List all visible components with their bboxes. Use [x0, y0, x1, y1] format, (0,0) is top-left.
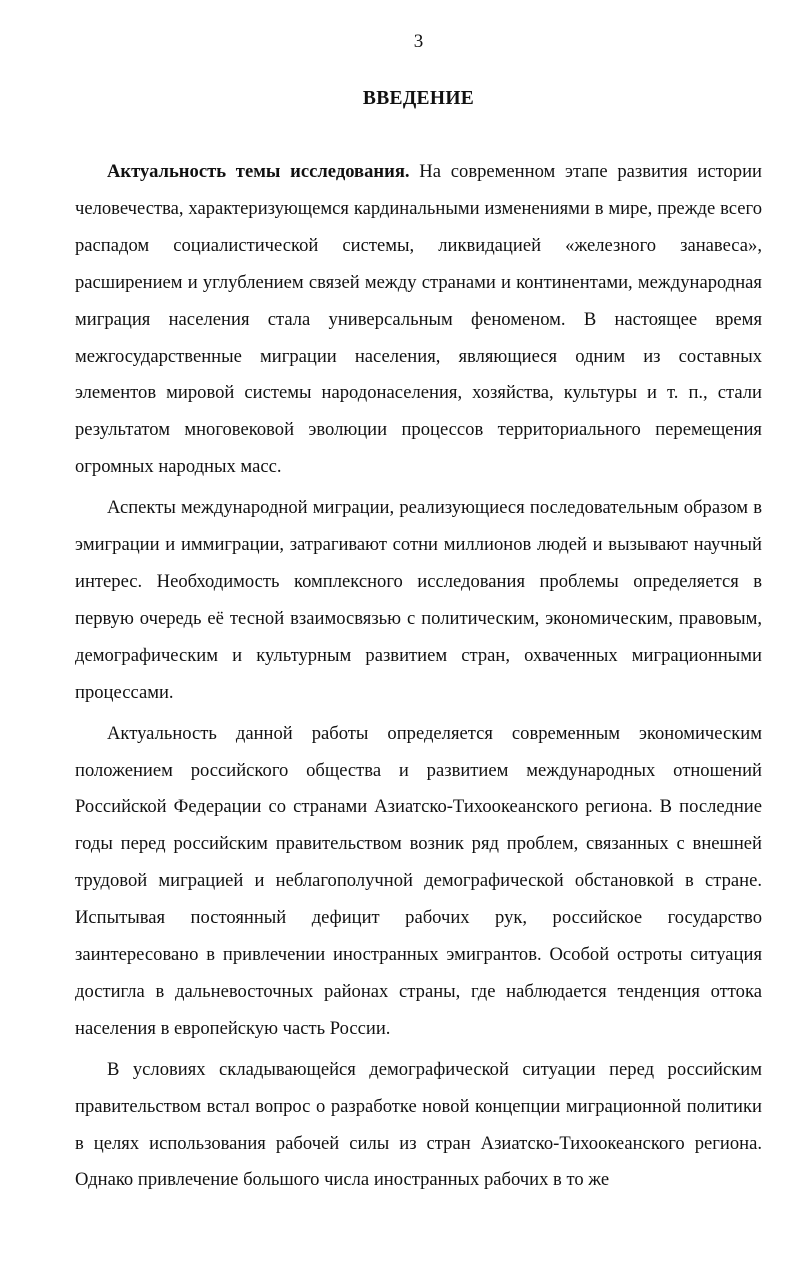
paragraph-relevance	[75, 154, 762, 486]
page-number: 3	[413, 31, 424, 52]
section-title: ВВЕДЕНИЕ	[362, 88, 475, 109]
document-body	[75, 154, 762, 1203]
paragraph-migration-aspects: Аспекты международной миграции, реализующиеся последовательным образом в эмиграции и иммиграции, затрагивают сотни миллионов людей и вызывают научный интерес. Необходимость комплексного исследования проблемы определяется в первую очередь её тесной взаимосвязью с политическим, экономическим, правовым, демографическим и культурным развитием стран, охваченных миграционными процессами.	[75, 497, 762, 703]
paragraph-work-relevance: Актуальность данной работы определяется современным экономическим положением российского общества и развитием международных отношений Российской Федерации со странами Азиатско-Тихоокеанского региона. В последние годы перед российским правительством возник ряд проблем, связанных с внешней трудовой миграцией и неблагополучной демографической обстановкой в стране. Испытывая постоянный дефицит рабочих рук, российское государство заинтересовано в привлечении иностранных эмигрантов. Особой остроты ситуация достигла в дальневосточных районах страны, где наблюдается тенденция оттока населения в европейскую часть России.	[75, 722, 762, 1039]
paragraph-text: На современном этапе развития истории человечества, характеризующемся кардинальными изменениями в мире, прежде всего распадом социалистической системы, ликвидацией «железного занавеса», расширением и углублением связей между странами и континентами, международная миграция населения стала универсальным феноменом. В настоящее время межгосударственные миграции населения, являющиеся одним из составных элементов мировой системы народонаселения, хозяйства, культуры и т. п., стали результатом многовековой эволюции процессов территориального перемещения огромных народных масс.	[75, 161, 762, 478]
paragraph-demographic-situation: В условиях складывающейся демографической ситуации перед российским правительством встал вопрос о разработке новой концепции миграционной политики в целях использования рабочей силы из стран Азиатско-Тихоокеанского региона. Однако привлечение большого числа иностранных рабочих в то же	[75, 1058, 762, 1191]
paragraph-lead: Актуальность темы исследования.	[107, 161, 410, 182]
